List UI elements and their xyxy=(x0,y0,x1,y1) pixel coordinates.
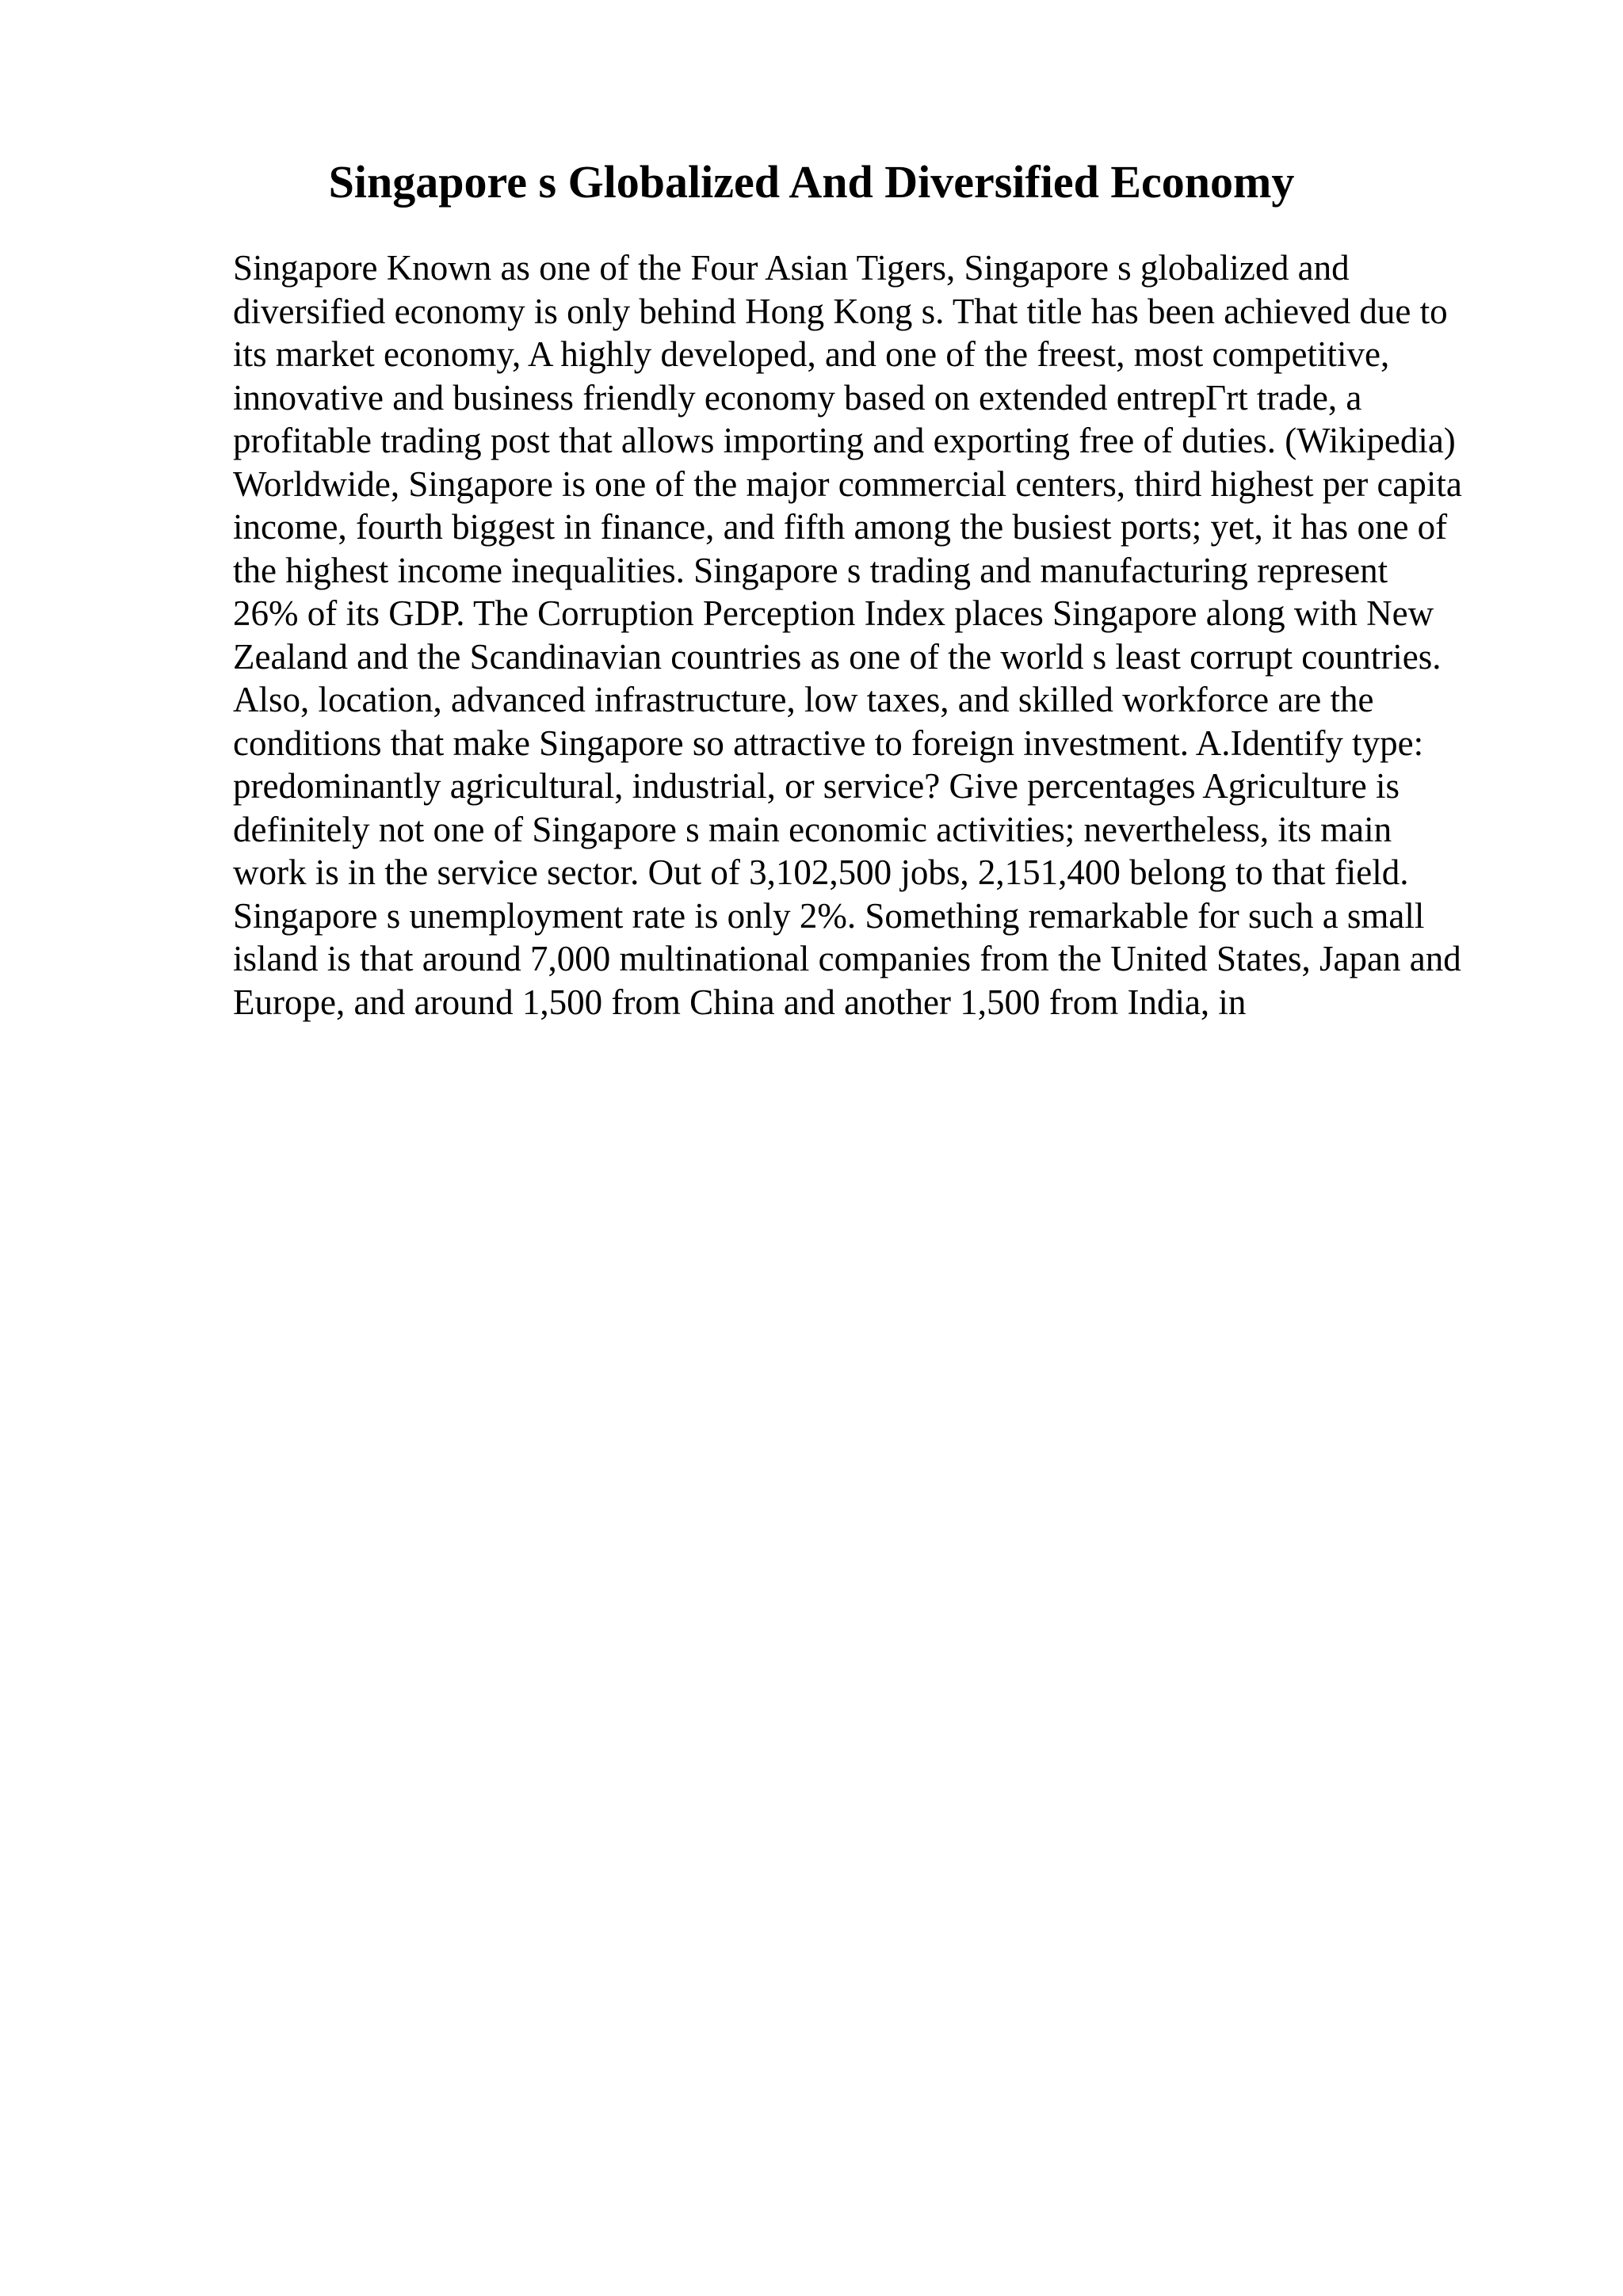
body-line: Singapore Known as one of the Four Asian Tigers, Singapore s globalized and xyxy=(233,248,1350,288)
body-line: Singapore s unemployment rate is only 2%. Something remarkable for such a small xyxy=(233,895,1425,936)
body-line: income, fourth biggest in finance, and fifth among the busiest ports; yet, it has one of xyxy=(233,507,1448,547)
body-line: Europe, and around 1,500 from China and another 1,500 from India, in xyxy=(233,982,1247,1022)
body-line: the highest income inequalities. Singapore s trading and manufacturing represent xyxy=(233,550,1388,590)
body-line: its market economy, A highly developed, and one of the freest, most competitive, xyxy=(233,334,1390,374)
body-line: profitable trading post that allows importing and exporting free of duties. (Wikipedia) xyxy=(233,421,1456,460)
body-line: predominantly agricultural, industrial, or service? Give percentages Agriculture is xyxy=(233,766,1400,806)
body-line: island is that around 7,000 multinational companies from the United States, Japan and xyxy=(233,939,1461,978)
body-line: Worldwide, Singapore is one of the major commercial centers, third highest per capita xyxy=(233,463,1462,504)
body-line: 26% of its GDP. The Corruption Perception Index places Singapore along with New xyxy=(233,593,1434,633)
body-line: diversified economy is only behind Hong Kong s. That title has been achieved due to xyxy=(233,291,1448,331)
body-line: Also, location, advanced infrastructure, low taxes, and skilled workforce are the xyxy=(233,680,1374,719)
body-line: Zealand and the Scandinavian countries as one of the world s least corrupt countries. xyxy=(233,636,1442,677)
body-line: innovative and business friendly economy based on extended entrepΓrt trade, a xyxy=(233,377,1362,418)
document-body xyxy=(233,246,1517,1024)
document-title: Singapore s Globalized And Diversified Economy xyxy=(328,156,1295,208)
body-line: conditions that make Singapore so attractive to foreign investment. A.Identify type: xyxy=(233,723,1424,763)
body-line: work is in the service sector. Out of 3,102,500 jobs, 2,151,400 belong to that field. xyxy=(233,852,1409,892)
body-line: definitely not one of Singapore s main economic activities; nevertheless, its main xyxy=(233,809,1392,849)
